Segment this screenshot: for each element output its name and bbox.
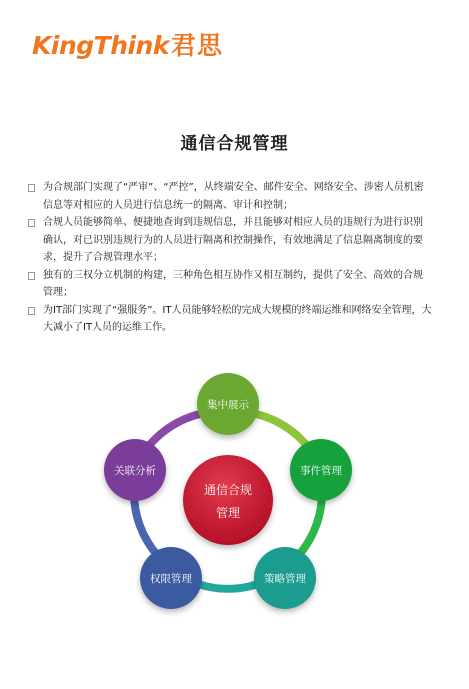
bullet-box-icon (28, 219, 35, 227)
node-label: 权限管理 (150, 573, 192, 585)
node-label: 事件管理 (300, 465, 342, 477)
node-label: 集中展示 (207, 399, 249, 411)
feature-list (28, 179, 432, 337)
node-event-management (290, 439, 352, 501)
compliance-cycle-diagram (0, 360, 469, 660)
page-title: 通信合规管理 (180, 134, 289, 154)
node-policy-management (254, 547, 316, 609)
logo-text-en: KingThink (32, 31, 169, 60)
list-item (28, 267, 432, 302)
list-item-text: 为IT部门实现了“强服务”。IT人员能够轻松的完成大规模的终端运维和网络安全管理，大大减小了IT人员的运维工作。 (43, 304, 432, 333)
node-label: 策略管理 (264, 573, 306, 585)
list-item (28, 214, 432, 267)
ring-arc (198, 584, 258, 589)
list-item-text: 独有的三权分立机制的构建，三种角色相互协作又相互制约，提供了安全、高效的合规管理； (43, 269, 423, 298)
list-item-text: 为合规部门实现了“严审”、“严控”，从终端安全、邮件安全、网络安全、涉密人员机密信息等对相应的人员进行信息统一的隔离、审计和控制； (43, 182, 424, 211)
list-item (28, 179, 432, 214)
node-label: 关联分析 (114, 465, 156, 477)
center-circle (183, 455, 273, 545)
center-label-line1: 通信合规 (203, 483, 253, 497)
node-correlation-analysis (104, 439, 166, 501)
bullet-box-icon (28, 307, 35, 315)
bullet-box-icon (28, 184, 35, 192)
node-permission-management (140, 547, 202, 609)
logo-text-cn: 君思 (170, 31, 223, 60)
bullet-box-icon (28, 272, 35, 280)
kingthink-logo (32, 26, 223, 62)
list-item (28, 302, 432, 337)
center-node (183, 455, 273, 545)
center-label-line2: 管理 (215, 506, 241, 520)
list-item-text: 合规人员能够简单、便捷地查询到违规信息，并且能够对相应人员的违规行为进行识别确认，对已识别违规行为的人员进行隔离和控制操作，有效地满足了信息隔离制度的要求，提升了合规管理水平； (43, 217, 423, 263)
node-centralized-display (197, 373, 259, 435)
